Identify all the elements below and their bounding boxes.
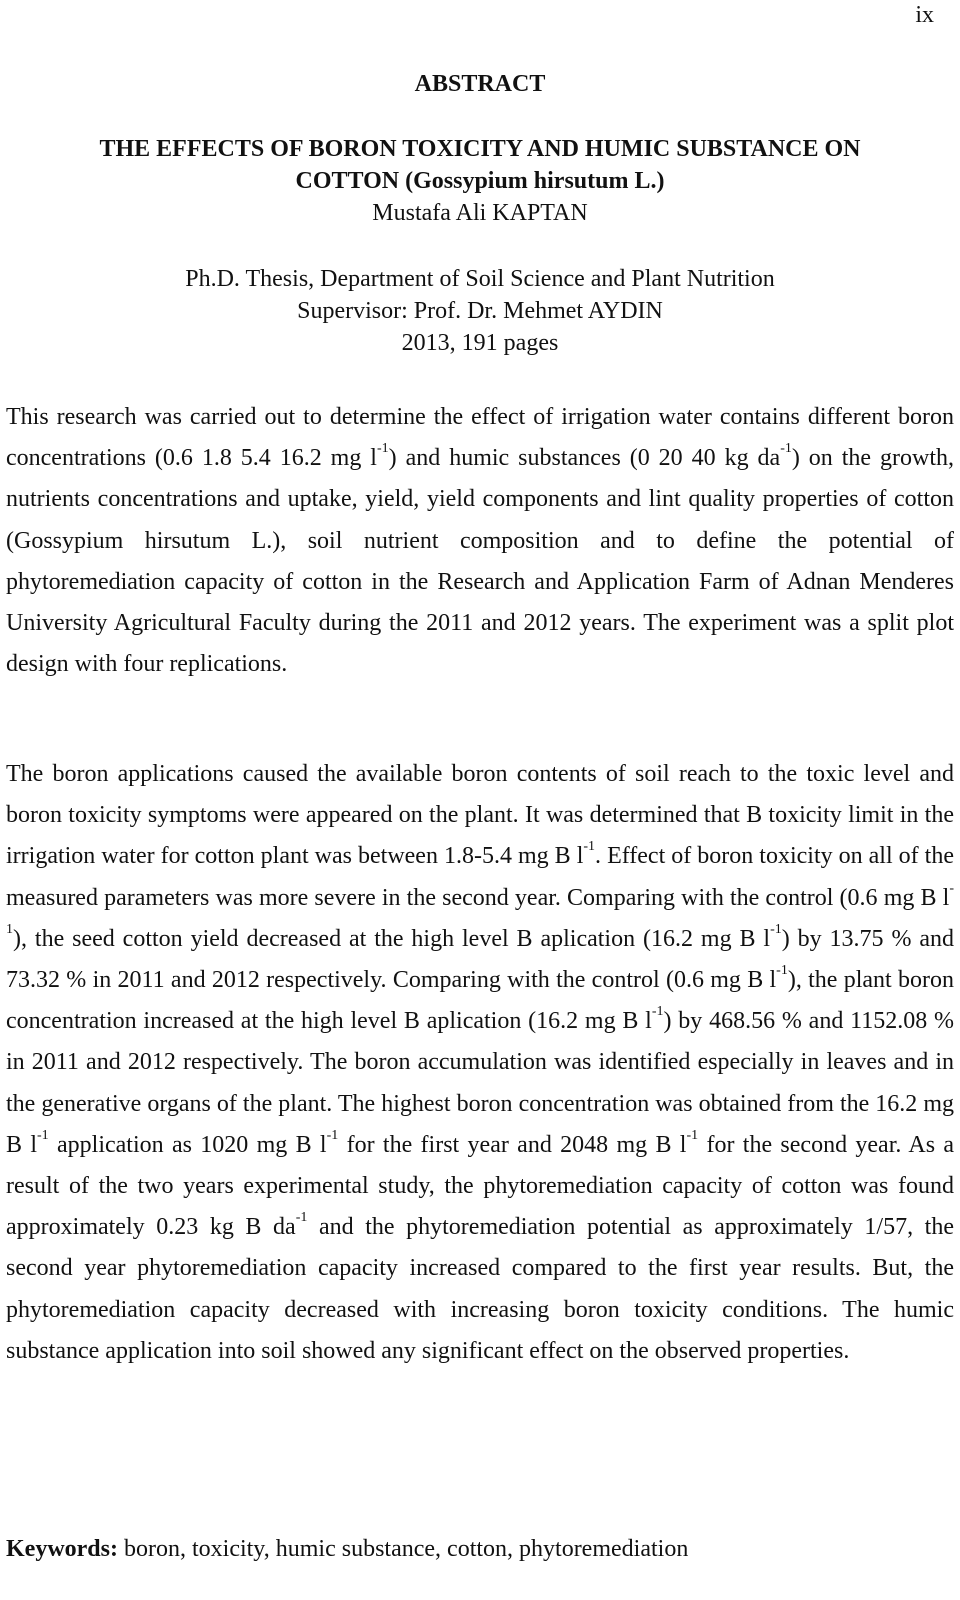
keywords-list: boron, toxicity, humic substance, cotton, phytoremediation bbox=[117, 1536, 689, 1562]
degree-department: Ph.D. Thesis, Department of Soil Science and Plant Nutrition bbox=[185, 266, 775, 292]
superscript: -1 bbox=[295, 1210, 308, 1226]
superscript: -1 bbox=[583, 839, 596, 855]
text-run: application as 1020 mg B l bbox=[48, 1131, 327, 1158]
page-number: ix bbox=[915, 2, 934, 28]
thesis-title bbox=[0, 133, 960, 229]
text-run: ) by 468.56 % and 1152.08 % in 2011 and 2012 respectively. The boron accumulation was identified especially in leaves and in the generative organs of the plant. The highest boron concentration was obtained from the 16.2 mg B l bbox=[6, 1008, 954, 1158]
superscript: -1 bbox=[770, 921, 782, 937]
abstract-paragraph-1 bbox=[6, 397, 954, 685]
superscript: -1 bbox=[651, 1004, 664, 1020]
text-run: ) and humic substances (0 20 40 kg da bbox=[388, 445, 781, 472]
text-run: ) on the growth, nutrients concentrations and uptake, yield, yield components and lint quality properties of cotton (Gossypium hirsutum L.), soil nutrient composition and to define the potential of phytoremediation capacity of cotton in the Research and Application Farm of Adnan Menderes University Agricultural Faculty during the 2011 and 2012 years. The experiment was a split plot design with four replications. bbox=[6, 445, 955, 678]
text-run: ), the plant boron concentration increased at the high level B aplication (16.2 mg B l bbox=[6, 967, 954, 1035]
year-pages: 2013, 191 pages bbox=[401, 330, 559, 356]
text-run: for the second year. As a result of the two years experimental study, the phytoremediation capacity of cotton was found approximately 0.23 kg B da bbox=[6, 1131, 955, 1241]
text-run: This research was carried out to determine the effect of irrigation water contains different boron concentrations (0.6 1.8 5.4 16.2 mg l bbox=[6, 404, 954, 472]
abstract-heading: ABSTRACT bbox=[414, 71, 546, 97]
superscript: -1 bbox=[6, 880, 954, 937]
thesis-title-line-2: COTTON (Gossypium hirsutum L.) bbox=[295, 168, 665, 194]
thesis-meta bbox=[0, 263, 960, 359]
superscript: -1 bbox=[686, 1127, 699, 1143]
text-run: . Effect of boron toxicity on all of the measured parameters was more severe in the second year. Comparing with the control (0.6 mg B l bbox=[6, 843, 954, 911]
text-run: for the first year and 2048 mg B l bbox=[338, 1131, 687, 1158]
superscript: -1 bbox=[37, 1127, 49, 1143]
superscript: -1 bbox=[376, 441, 389, 457]
author-name: Mustafa Ali KAPTAN bbox=[372, 200, 588, 226]
text-run: ) by 13.75 % and 73.32 % in 2011 and 2012 respectively. Comparing with the control (0.6 mg B l bbox=[6, 925, 954, 994]
supervisor: Supervisor: Prof. Dr. Mehmet AYDIN bbox=[297, 298, 663, 324]
superscript: -1 bbox=[326, 1127, 339, 1143]
abstract-paragraph-2 bbox=[6, 754, 954, 1372]
text-run: The boron applications caused the available boron contents of soil reach to the toxic level and boron toxicity symptoms were appeared on the plant. It was determined that B toxicity limit in the irrigation water for cotton plant was between 1.8-5.4 mg B l bbox=[6, 761, 954, 870]
keywords bbox=[6, 1532, 954, 1566]
text-run: and the phytoremediation potential as approximately 1/57, the second year phytoremediation capacity increased compared to the first year results. But, the phytoremediation capacity decreased with increasing boron toxicity conditions. The humic substance application into soil showed any significant effect on the observed properties. bbox=[6, 1214, 955, 1364]
superscript: -1 bbox=[776, 963, 788, 979]
keywords-label: Keywords: bbox=[6, 1536, 118, 1562]
thesis-title-line-1: THE EFFECTS OF BORON TOXICITY AND HUMIC SUBSTANCE ON bbox=[99, 136, 861, 162]
text-run: ), the seed cotton yield decreased at the high level B aplication (16.2 mg B l bbox=[13, 925, 771, 952]
superscript: -1 bbox=[780, 441, 792, 457]
